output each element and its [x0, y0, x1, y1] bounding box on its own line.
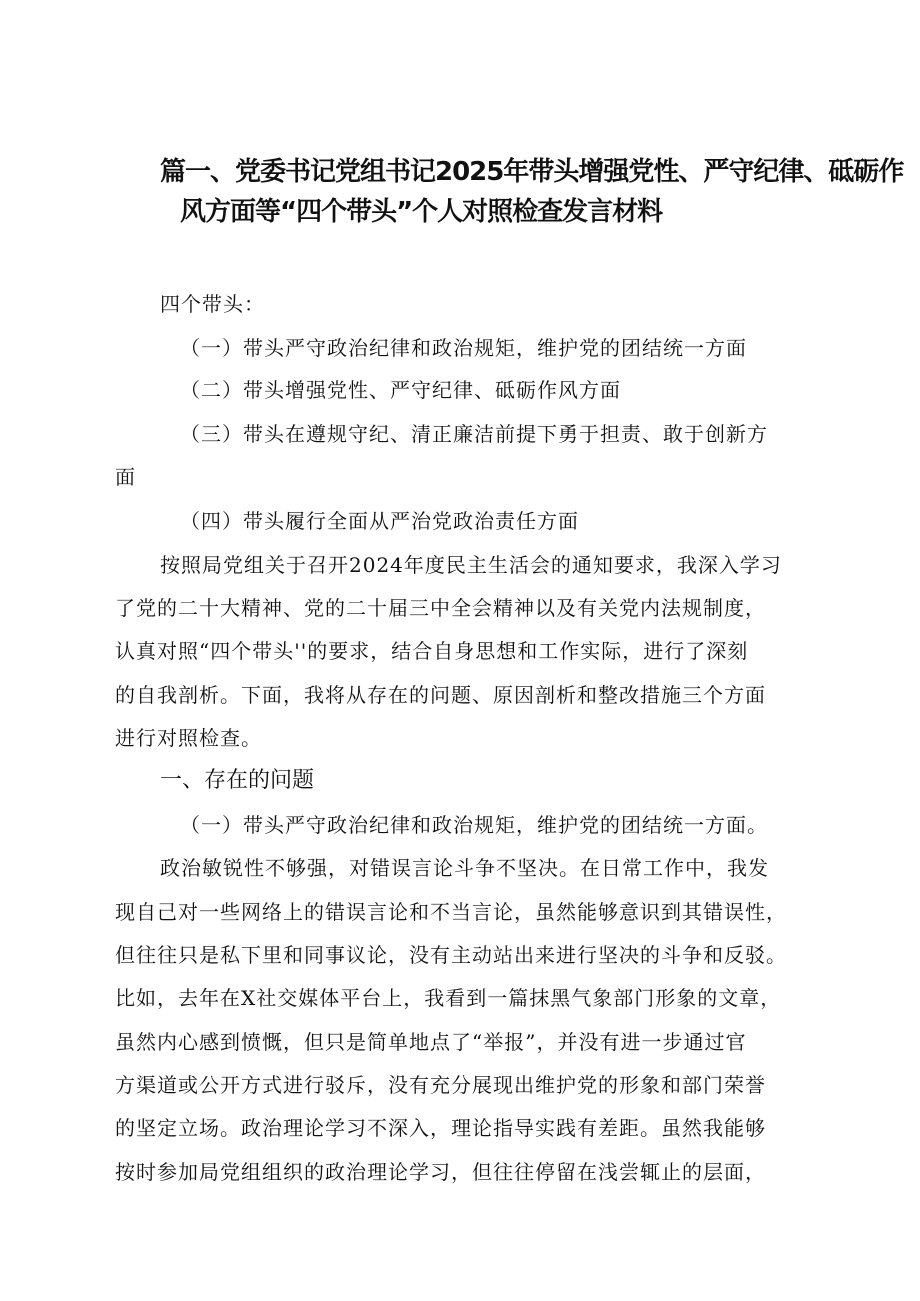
paragraph-line: 进行对照检查。 — [115, 726, 262, 750]
list-item-continuation: 面 — [115, 465, 136, 489]
paragraph-line: 但往往只是私下里和同事议论，没有主动站出来进行坚决的斗争和反驳。 — [115, 943, 787, 967]
paragraph-line: 政治敏锐性不够强，对错误言论斗争不坚决。在日常工作中，我发 — [160, 856, 769, 880]
intro-label: 四个带头： — [160, 292, 265, 316]
document-title — [160, 152, 904, 232]
list-item: （二）带头增强党性、严守纪律、砥砺作风方面 — [180, 378, 621, 402]
list-item: （四）带头履行全面从严治党政治责任方面 — [180, 509, 579, 533]
subsection-heading: （一）带头严守政治纪律和政治规矩，维护党的团结统一方面。 — [180, 813, 768, 837]
paragraph-line: 按时参加局党组组织的政治理论学习，但往往停留在浅尝辄止的层面， — [115, 1160, 766, 1184]
paragraph-line: 方渠道或公开方式进行驳斥，没有充分展现出维护党的形象和部门荣誉 — [115, 1073, 766, 1097]
section-heading: 一、存在的问题 — [160, 768, 315, 793]
paragraph-line: 的自我剖析。下面，我将从存在的问题、原因剖析和整改措施三个方面 — [115, 683, 766, 707]
paragraph-line: 现自己对一些网络上的错误言论和不当言论，虽然能够意识到其错误性， — [115, 900, 787, 924]
paragraph-line: 虽然内心感到愤慨，但只是简单地点了“举报”，并没有进一步通过官 — [115, 1030, 747, 1054]
title-line-2: 风方面等“四个带头”个人对照检查发言材料 — [180, 197, 663, 227]
paragraph-line: 了党的二十大精神、党的二十届三中全会精神以及有关党内法规制度， — [115, 596, 766, 620]
title-line-1: 篇一、党委书记党组书记2025年带头增强党性、严守纪律、砥砺作 — [160, 157, 904, 187]
paragraph-line: 比如，去年在X社交媒体平台上，我看到一篇抹黑气象部门形象的文章， — [115, 986, 782, 1010]
list-item: （一）带头严守政治纪律和政治规矩，维护党的团结统一方面 — [180, 336, 747, 360]
paragraph-line: 按照局党组关于召开2024年度民主生活会的通知要求，我深入学习 — [160, 553, 782, 577]
list-item: （三）带头在遵规守纪、清正廉洁前提下勇于担责、敢于创新方 — [180, 422, 768, 446]
paragraph-line: 的坚定立场。政治理论学习不深入，理论指导实践有差距。虽然我能够 — [115, 1116, 766, 1140]
paragraph-line: 认真对照“四个带头''的要求，结合自身思想和工作实际，进行了深刻 — [115, 639, 749, 663]
